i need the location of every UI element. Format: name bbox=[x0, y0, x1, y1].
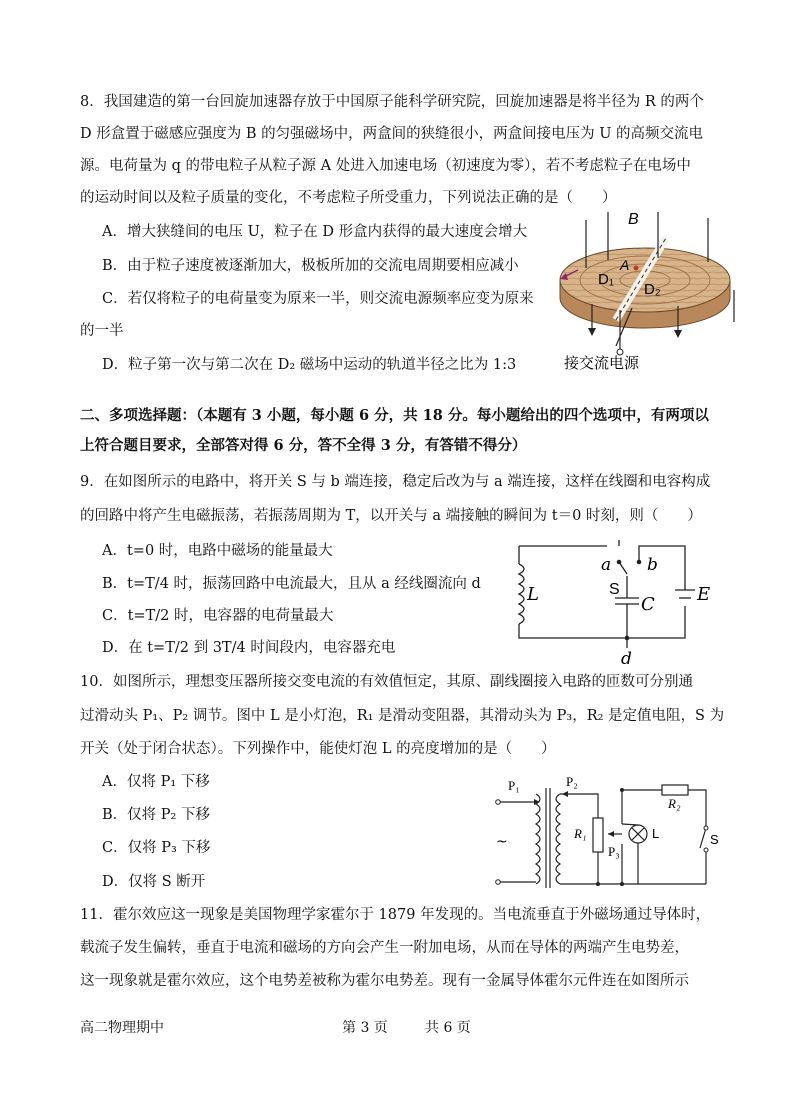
label-d: d bbox=[621, 649, 632, 668]
q9-option-d: D．在 t=T/2 到 3T/4 时间段内，电容器充电 bbox=[102, 640, 396, 656]
label-C: C bbox=[641, 594, 655, 615]
label-L: L bbox=[527, 584, 539, 605]
label-P3: P₃ bbox=[608, 844, 620, 859]
q10-stem-line-1: 10．如图所示，理想变压器所接交变电流的有效值恒定，其原、副线圈接入电路的匝数可分别通 bbox=[80, 674, 693, 690]
q10-stem-line-2: 过滑动头 P₁、P₂ 调节。图中 L 是小灯泡，R₁ 是滑动变阻器，其滑动头为 P₃，R₂ 是定值电阻，S 为 bbox=[80, 708, 725, 724]
q9-option-c: C．t=T/2 时，电容器的电荷量最大 bbox=[102, 608, 334, 624]
q8-stem-line-1: 8．我国建造的第一台回旋加速器存放于中国原子能科学研究院，回旋加速器是将半径为 R 的两个 bbox=[80, 94, 704, 110]
label-P1: P₁ bbox=[508, 778, 520, 793]
q10-stem-line-3: 开关（处于闭合状态）。下列操作中，能使灯泡 L 的亮度增加的是（ ） bbox=[80, 741, 556, 757]
label-a: a bbox=[601, 555, 612, 575]
q8-option-d: D．粒子第一次与第二次在 D₂ 磁场中运动的轨道半径之比为 1:3 bbox=[102, 357, 517, 373]
label-lamp-L: L bbox=[652, 826, 660, 841]
label-A: A bbox=[620, 257, 630, 273]
lc-circuit-figure bbox=[505, 540, 725, 668]
transformer-circuit-figure bbox=[492, 772, 724, 892]
q8-option-b: B．由于粒子速度被逐渐加大，极板所加的交流电周期要相应减小 bbox=[102, 258, 519, 274]
label-D2: D₂ bbox=[644, 281, 661, 298]
q8-option-c-cont: 的一半 bbox=[80, 323, 124, 339]
q10-option-c: C．仅将 P₃ 下移 bbox=[102, 840, 211, 856]
label-S: S bbox=[609, 581, 620, 598]
label-R1: R₁ bbox=[574, 826, 587, 841]
q9-stem-line-1: 9．在如图所示的电路中，将开关 S 与 b 端连接，稳定后改为与 a 端连接，这样在线圈和电容构成 bbox=[80, 474, 711, 490]
q10-option-a: A．仅将 P₁ 下移 bbox=[102, 774, 210, 790]
label-switch-S: S bbox=[710, 832, 719, 847]
q8-stem-line-3: 源。电荷量为 q 的带电粒子从粒子源 A 处进入加速电场（初速度为零），若不考虑粒子在电场中 bbox=[80, 158, 691, 174]
q8-stem-line-2: D 形盒置于磁感应强度为 B 的匀强磁场中，两盒间的狭缝很小，两盒间接电压为 U 的高频交流电 bbox=[80, 126, 704, 142]
q11-stem-line-2: 载流子发生偏转，垂直于电流和磁场的方向会产生一附加电场，从而在导体的两端产生电势差， bbox=[80, 940, 689, 956]
label-D1: D₁ bbox=[598, 271, 614, 288]
label-b: b bbox=[647, 555, 658, 575]
q11-stem-line-3: 这一现象就是霍尔效应，这个电势差被称为霍尔电势差。现有一金属导体霍尔元件连在如图所示 bbox=[80, 973, 689, 989]
q8-option-a: A．增大狭缝间的电压 U，粒子在 D 形盒内获得的最大速度会增大 bbox=[102, 224, 528, 240]
q8-stem-line-4: 的运动时间以及粒子质量的变化，不考虑粒子所受重力，下列说法正确的是（ ） bbox=[80, 190, 617, 206]
q8-option-c: C．若仅将粒子的电荷量变为原来一半，则交流电源频率应变为原来 bbox=[102, 291, 534, 307]
cyclotron-figure bbox=[548, 210, 738, 375]
footer-course: 高二物理期中 bbox=[80, 1020, 164, 1036]
ac-source-caption: 接交流电源 bbox=[564, 354, 640, 372]
ac-symbol: ~ bbox=[496, 834, 508, 850]
q10-option-b: B．仅将 P₂ 下移 bbox=[102, 807, 210, 823]
label-R2: R₂ bbox=[668, 796, 681, 811]
footer-page-number: 第 3 页 bbox=[342, 1020, 388, 1036]
q9-stem-line-2: 的回路中将产生电磁振荡，若振荡周期为 T，以开关与 a 端接触的瞬间为 t＝0 时刻，则（ ） bbox=[80, 508, 702, 524]
label-B: B bbox=[628, 211, 639, 228]
q9-option-b: B．t=T/4 时，振荡回路中电流最大，且从 a 经线圈流向 d bbox=[102, 576, 481, 592]
footer-page-total: 共 6 页 bbox=[425, 1020, 471, 1036]
q9-option-a: A．t=0 时，电路中磁场的能量最大 bbox=[102, 543, 333, 559]
label-E: E bbox=[697, 584, 711, 605]
q11-stem-line-1: 11．霍尔效应这一现象是美国物理学家霍尔于 1879 年发现的。当电流垂直于外磁场通过导体时， bbox=[80, 907, 711, 923]
section-2-heading-line-1: 二、多项选择题：（本题有 3 小题，每小题 6 分，共 18 分。每小题给出的四个选项中，有两项以 bbox=[80, 407, 709, 424]
label-P2: P₂ bbox=[566, 774, 578, 789]
q10-option-d: D．仅将 S 断开 bbox=[102, 874, 206, 890]
section-2-heading-line-2: 上符合题目要求，全部答对得 6 分，答不全得 3 分，有答错不得分） bbox=[80, 437, 527, 454]
